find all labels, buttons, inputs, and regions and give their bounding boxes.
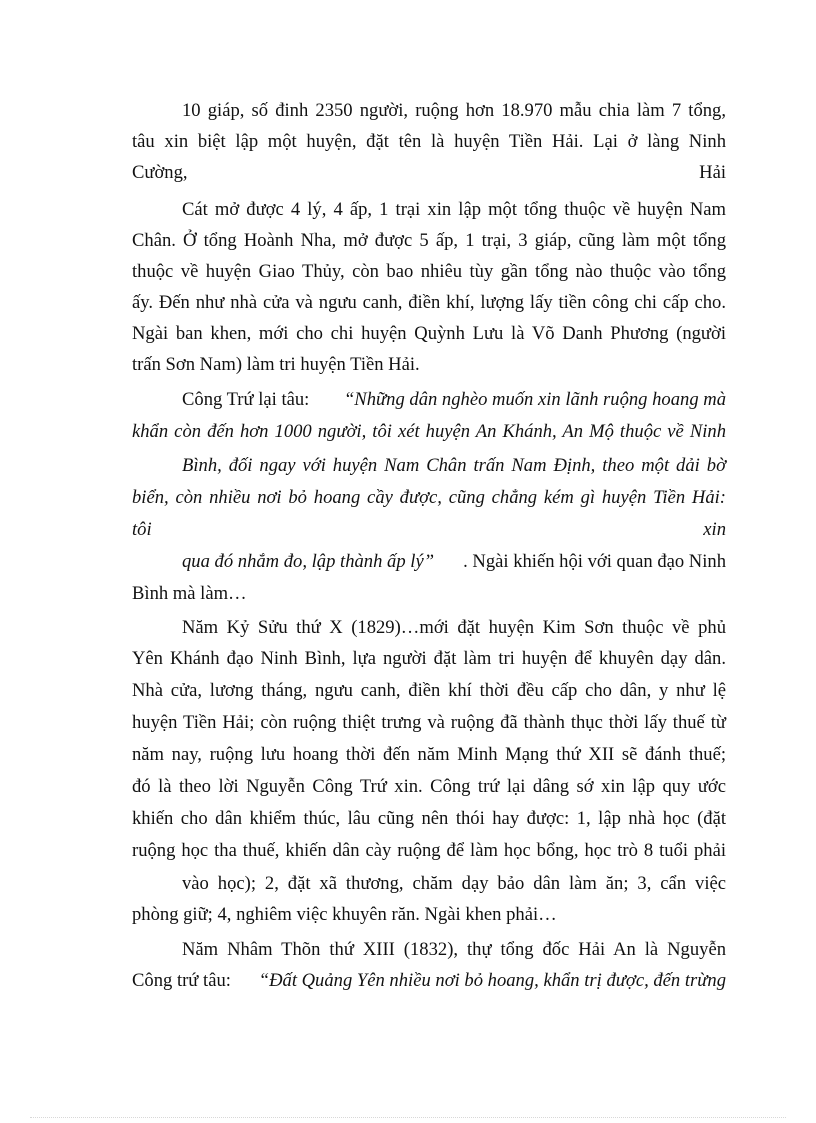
text-line: Năm Nhâm Thõn thứ XIII (1832), thự tổng đốc Hải An là Nguyễn	[182, 939, 726, 960]
quote-fragment: “Đất Quảng Yên nhiều nơi bỏ hoang, khẩn trị được, đến trừng	[258, 970, 726, 991]
text-fragment: Công trứ tâu:	[132, 970, 231, 991]
text-line: Bình mà làm…	[132, 583, 247, 604]
quote-line	[132, 514, 726, 546]
text-line: năm nay, ruộng lưu hoang thời đến năm Minh Mạng thứ XII sẽ đánh thuế;	[132, 744, 726, 765]
text-line	[182, 546, 726, 578]
text-line: Cát mở được 4 lý, 4 ấp, 1 trại xin lập một tổng thuộc về huyện Nam	[182, 199, 726, 220]
quote-fragment: “Những dân nghèo muốn xin lãnh ruộng hoang mà	[343, 389, 726, 410]
page-bottom-divider	[30, 1117, 786, 1118]
text-line: Năm Kỷ Sửu thứ X (1829)…mới đặt huyện Kim Sơn thuộc về phủ	[182, 617, 726, 638]
text-line: đó là theo lời Nguyễn Công Trứ xin. Công trứ lại dâng sớ xin lập quy ước	[132, 776, 726, 797]
text-fragment: Cường,	[132, 162, 188, 183]
text-line: vào học); 2, đặt xã thương, chăm dạy bảo dân làm ăn; 3, cẩn việc	[182, 873, 726, 894]
text-line: thuộc về huyện Giao Thủy, còn bao nhiêu tùy gần tổng nào thuộc vào tổng	[132, 261, 726, 282]
quote-line: Bình, đối ngay với huyện Nam Chân trấn Nam Định, theo một dải bờ	[182, 455, 726, 476]
text-line: trấn Sơn Nam) làm tri huyện Tiền Hải.	[132, 354, 420, 375]
quote-fragment: xin	[703, 519, 726, 540]
text-line: khiến cho dân khiểm thúc, lâu cũng nên thói hay được: 1, lập nhà học (đặt	[132, 808, 726, 829]
quote-line: biển, còn nhiều nơi bỏ hoang cầy được, cũng chẳng kém gì huyện Tiền Hải:	[132, 487, 726, 508]
text-line: Nhà cửa, lương tháng, ngưu canh, điền khí thời đều cấp cho dân, y như lệ	[132, 680, 726, 701]
text-line	[182, 384, 726, 416]
quote-fragment: qua đó nhắm đo, lập thành ấp lý”	[182, 551, 435, 572]
text-fragment: Hải	[699, 162, 726, 183]
text-line: 10 giáp, số đinh 2350 người, ruộng hơn 18.970 mẫu chia làm 7 tổng,	[182, 100, 726, 121]
text-fragment: . Ngài khiến hội với quan đạo Ninh	[463, 551, 726, 572]
text-line	[132, 157, 726, 189]
text-line: Yên Khánh đạo Ninh Bình, lựa người đặt làm tri huyện để khuyên dạy dân.	[132, 648, 726, 669]
quote-line: khẩn còn đến hơn 1000 người, tôi xét huyện An Khánh, An Mộ thuộc về Ninh	[132, 421, 726, 442]
text-line: ấy. Đến như nhà cửa và ngưu canh, điền khí, lượng lấy tiền công chi cấp cho.	[132, 292, 726, 313]
text-line	[132, 965, 726, 997]
text-line: Chân. Ở tổng Hoành Nha, mở được 5 ấp, 1 trại, 3 giáp, cũng làm một tổng	[132, 230, 726, 251]
text-fragment: Công Trứ lại tâu:	[182, 389, 310, 410]
text-line: tâu xin biệt lập một huyện, đặt tên là huyện Tiền Hải. Lại ở làng Ninh	[132, 131, 726, 152]
text-line: huyện Tiền Hải; còn ruộng thiệt trưng và ruộng đã thành thục thời lấy thuế từ	[132, 712, 726, 733]
quote-fragment: tôi	[132, 519, 152, 540]
text-line: phòng giữ; 4, nghiêm việc khuyên răn. Ngài khen phải…	[132, 904, 557, 925]
text-line: Ngài ban khen, mới cho chi huyện Quỳnh Lưu là Võ Danh Phương (người	[132, 323, 726, 344]
text-line: ruộng học tha thuế, khiến dân cày ruộng để làm học bổng, học trò 8 tuổi phải	[132, 840, 726, 861]
